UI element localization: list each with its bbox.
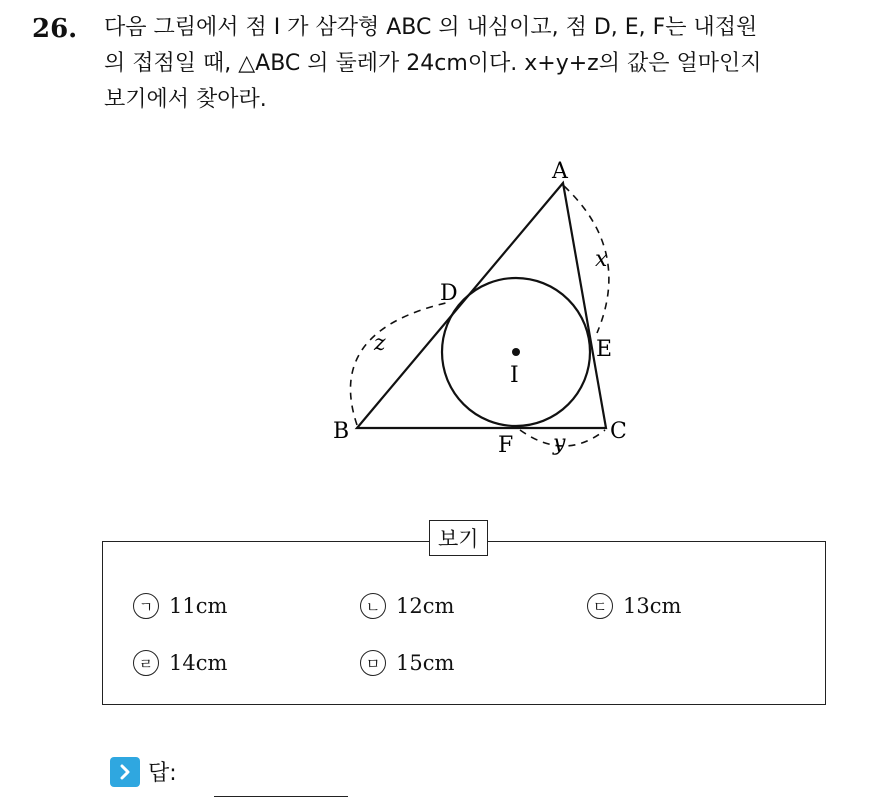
arrow-right-icon	[110, 757, 140, 787]
label-x: x	[595, 247, 608, 272]
choice-mark-2: ㄴ	[360, 593, 386, 619]
choice-2[interactable]	[360, 593, 454, 619]
arc-z	[350, 302, 450, 425]
choices-box-title: 보기	[429, 520, 488, 556]
label-c: C	[610, 419, 627, 444]
label-a: A	[552, 159, 568, 184]
triangle-abc	[357, 183, 606, 428]
answer-label: 답:	[148, 761, 177, 786]
question-line-3: 보기에서 찾아라.	[104, 87, 267, 112]
label-y: y	[553, 431, 566, 456]
question-line-2: 의 접점일 때, △ABC 의 둘레가 24cm이다. x+y+z의 값은 얼마인지	[104, 51, 762, 76]
choice-mark-5: ㅁ	[360, 650, 386, 676]
label-e: E	[596, 337, 613, 362]
choice-mark-3: ㄷ	[587, 593, 613, 619]
question-number: 26.	[32, 14, 78, 44]
label-d: D	[440, 281, 458, 306]
label-b: B	[333, 419, 350, 444]
choice-4[interactable]	[133, 650, 227, 676]
answer-blank[interactable]	[214, 796, 348, 797]
label-z: z	[374, 331, 386, 356]
choice-text-4: 14cm	[169, 651, 228, 675]
choice-3[interactable]	[587, 593, 681, 619]
question-line-1: 다음 그림에서 점 I 가 삼각형 ABC 의 내심이고, 점 D, E, F는 내접원	[104, 15, 758, 40]
choice-text-5: 15cm	[396, 651, 455, 675]
choice-mark-4: ㄹ	[133, 650, 159, 676]
label-i: I	[510, 363, 519, 388]
choice-mark-1: ㄱ	[133, 593, 159, 619]
choice-text-2: 12cm	[396, 594, 455, 618]
incenter-dot	[512, 348, 520, 356]
answer-row	[110, 756, 177, 787]
choices-box	[102, 541, 826, 705]
choice-text-1: 11cm	[169, 594, 228, 618]
label-f: F	[498, 433, 514, 458]
choice-text-3: 13cm	[623, 594, 682, 618]
choice-5[interactable]	[360, 650, 454, 676]
choice-1[interactable]	[133, 593, 227, 619]
